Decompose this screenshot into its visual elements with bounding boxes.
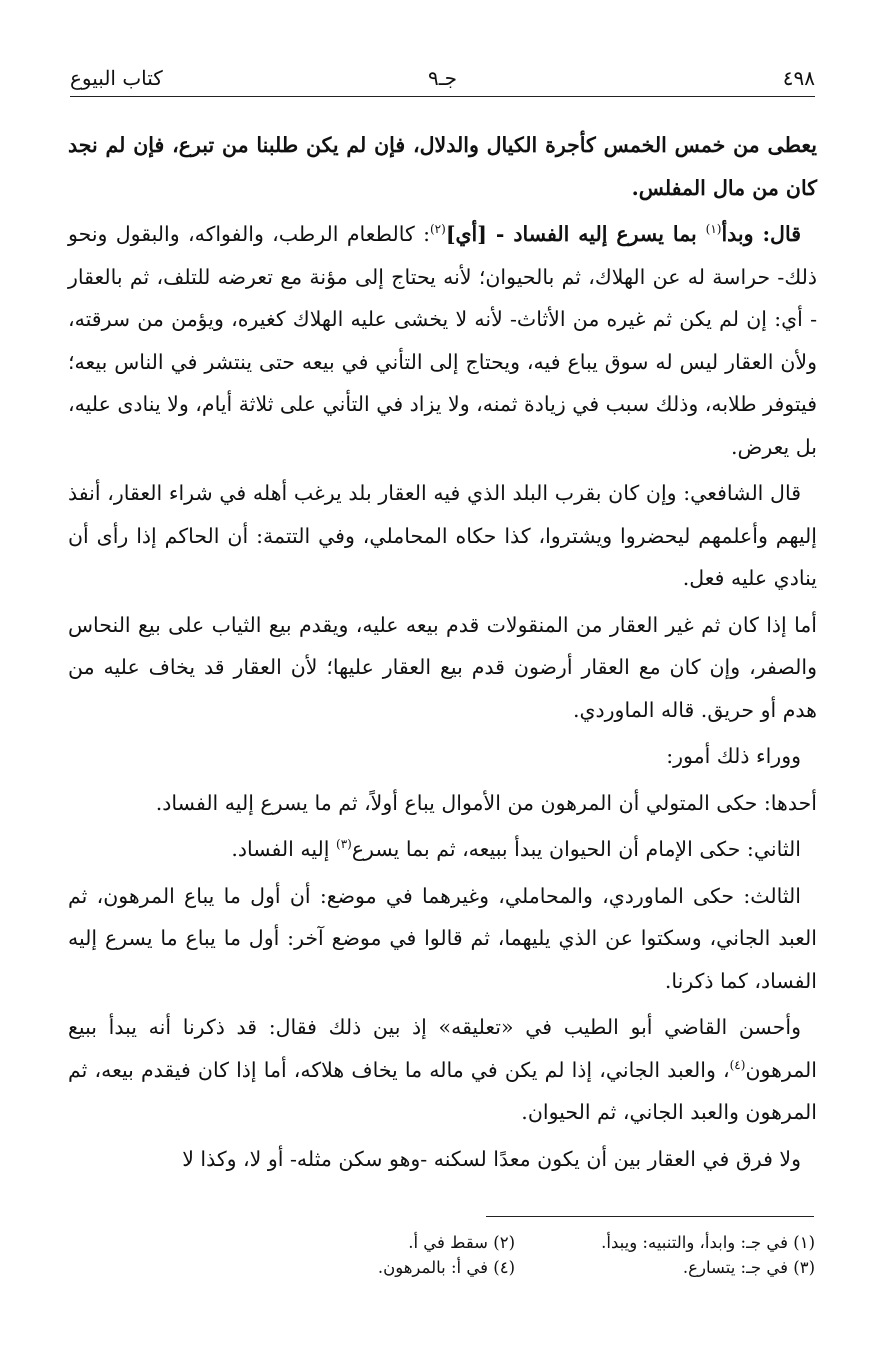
running-header xyxy=(70,60,815,94)
footnote-ref-2: (٢) xyxy=(429,222,446,237)
footnote-ref-4: (٤) xyxy=(729,1057,746,1072)
header-divider xyxy=(70,96,815,97)
page-number: ٤٩٨ xyxy=(782,66,815,90)
footnote-2: (٢) سقط في أ. xyxy=(408,1233,515,1252)
paragraph-2-rest: : كالطعام الرطب، والفواكه، والبقول ونحو ذلك- حراسة له عن الهلاك، ثم بالحيوان؛ لأنه يحتاج إلى مؤنة مع تعرضه للتلف، ثم بالعقار - أي: إن لم يكن ثم غيره من الأثاث- لأنه لا يخشى عليه الهلاك كغيره، ويؤمن من سرقته، ولأن العقار ليس له سوق يباع فيه، ويحتاج إلى التأني في بيعه حتى ينتشر في الناس بيعه؛ فيتوفر طلابه، وذلك سبب في زيادة ثمنه، ولا يزاد في التأني على ثلاثة أيام، ولا ينادى عليه، بل يعرض. xyxy=(68,222,817,459)
footnote-4: (٤) في أ: بالمرهون. xyxy=(377,1258,515,1277)
paragraph-7 xyxy=(68,828,817,871)
paragraph-5: ووراء ذلك أمور: xyxy=(666,744,801,768)
paragraph-6: أحدها: حكى المتولي أن المرهون من الأموال يباع أولاً، ثم ما يسرع إليه الفساد. xyxy=(155,790,817,815)
paragraph-9 xyxy=(68,1006,817,1134)
footnote-1: (١) في جـ: وابدأ، والتنبيه: ويبدأ. xyxy=(601,1233,815,1252)
paragraph-7-rest: إليه الفساد. xyxy=(231,837,336,861)
book-title: كتاب البيوع xyxy=(70,66,163,90)
paragraph-1: يعطى من خمس الخمس كأجرة الكيال والدلال، فإن لم يكن طلبنا من تبرع، فإن لم نجد كان من مال المفلس. xyxy=(68,133,817,200)
paragraph-7-lead: الثاني: حكى الإمام أن الحيوان يبدأ ببيعه، ثم بما يسرع xyxy=(351,837,801,861)
footnote-ref-1: (١) xyxy=(705,222,722,237)
paragraph-9-lead: وأحسن القاضي أبو الطيب في «تعليقه» إذ بين ذلك فقال: قد ذكرنا أنه يبدأ ببيع المرهون xyxy=(68,1015,817,1082)
paragraph-10: ولا فرق في العقار بين أن يكون معدًا لسكنه -وهو سكن مثله- أو لا، وكذا لا xyxy=(182,1146,801,1171)
paragraph-3: قال الشافعي: وإن كان بقرب البلد الذي فيه العقار بلد يرغب أهله في شراء العقار، أنفذ إليهم وأعلمهم ليحضروا ويشتروا، كذا حكاه المحاملي، وفي التتمة: أن الحاكم إذا رأى أن ينادي عليه فعل. xyxy=(68,481,817,590)
paragraph-8: الثالث: حكى الماوردي، والمحاملي، وغيرهما في موضع: أن أول ما يباع المرهون، ثم العبد الجاني، وسكتوا عن الذي يليهما، ثم قالوا في موضع آخر: أول ما يباع ما يسرع إليه الفساد، كما ذكرنا. xyxy=(68,883,817,993)
paragraph-2-lead: قال: وبدأ xyxy=(721,222,801,246)
paragraph-2 xyxy=(68,213,817,468)
paragraph-9-rest: ، والعبد الجاني، إذا لم يكن في ماله ما يخاف هلاكه، أما إذا كان فيقدم بيعه، ثم المرهون والعبد الجاني، ثم الحيوان. xyxy=(68,1057,817,1124)
paragraph-4: أما إذا كان ثم غير العقار من المنقولات قدم بيعه عليه، ويقدم بيع الثياب على بيع النحاس والصفر، وإن كان مع العقار أرضون قدم بيع العقار عليها؛ لأن العقار قد يخاف عليه من هدم أو حريق. قاله الماوردي. xyxy=(68,612,817,722)
volume-label: جـ٩ xyxy=(428,66,457,90)
footnote-divider xyxy=(486,1216,814,1217)
paragraph-2-bold: بما يسرع إليه الفساد - [أي] xyxy=(445,222,706,246)
main-text xyxy=(68,124,817,1184)
footnotes xyxy=(240,1230,815,1280)
footnote-3: (٣) في جـ: يتسارع. xyxy=(682,1258,815,1277)
footnote-ref-3: (٣) xyxy=(336,837,352,852)
